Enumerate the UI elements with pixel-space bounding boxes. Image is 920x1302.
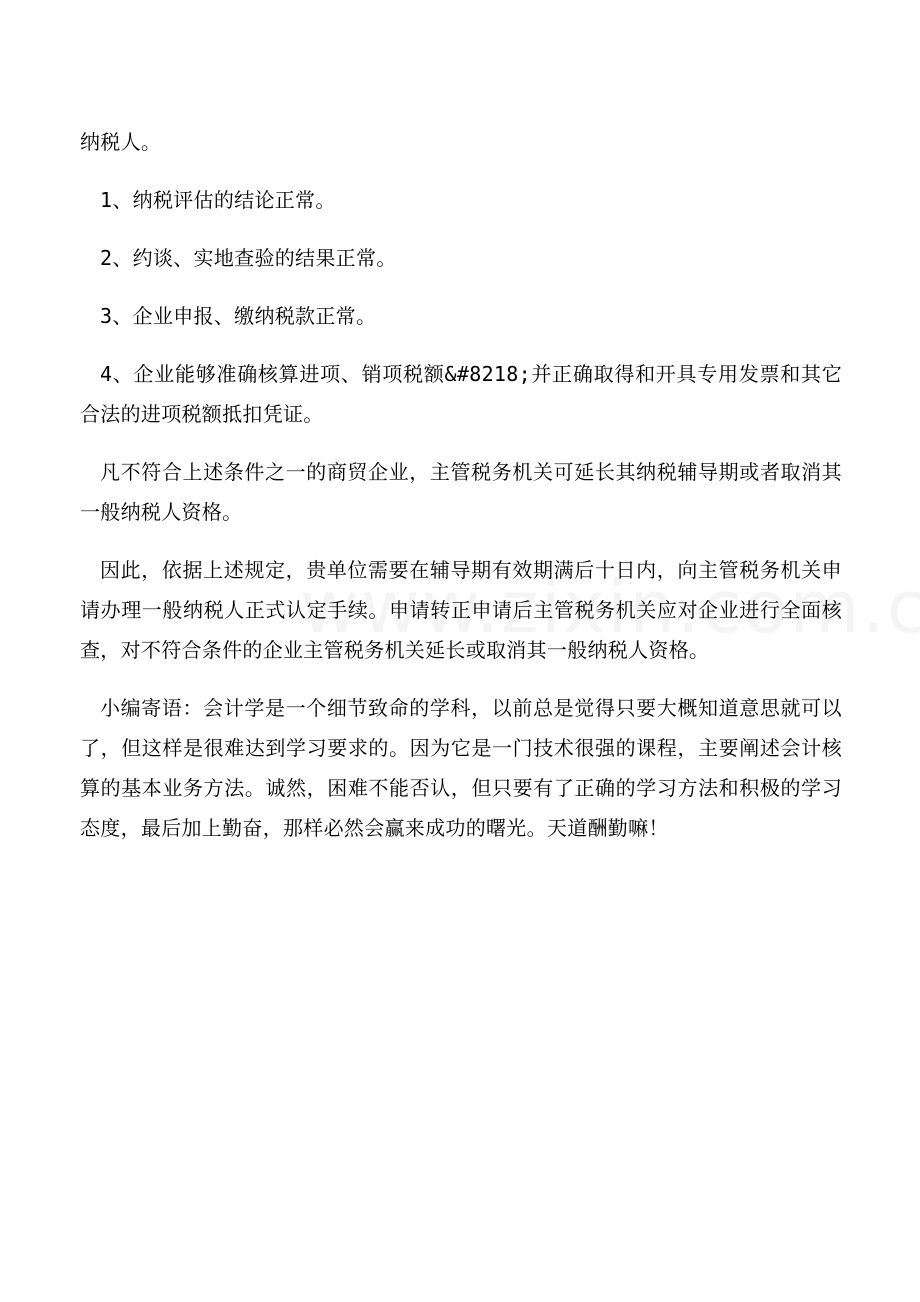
- list-item-4: 4、企业能够准确核算进项、销项税额&#8218;并正确取得和开具专用发票和其它合法的进项税额抵扣凭证。: [80, 362, 842, 426]
- list-item-1: 1、纳税评估的结论正常。: [100, 188, 336, 212]
- paragraph-conclusion: 因此，依据上述规定，贵单位需要在辅导期有效期满后十日内，向主管税务机关申请办理一般纳税人正式认定手续。申请转正申请后主管税务机关应对企业进行全面核查，对不符合条件的企业主管税务机关延长或取消其一般纳税人资格。: [80, 558, 842, 662]
- document-body: [80, 122, 842, 866]
- list-item-3: 3、企业申报、缴纳税款正常。: [100, 304, 377, 328]
- list-item-2: 2、约谈、实地查验的结果正常。: [100, 246, 397, 270]
- paragraph-conditions: 凡不符合上述条件之一的商贸企业，主管税务机关可延长其纳税辅导期或者取消其一般纳税人资格。: [80, 460, 842, 524]
- paragraph-continuation: 纳税人。: [80, 130, 162, 154]
- paragraph-editor-note: 小编寄语：会计学是一个细节致命的学科，以前总是觉得只要大概知道意思就可以了，但这样是很难达到学习要求的。因为它是一门技术很强的课程，主要阐述会计核算的基本业务方法。诚然，困难不能否认，但只要有了正确的学习方法和积极的学习态度，最后加上勤奋，那样必然会赢来成功的曙光。天道酬勤嘛！: [80, 696, 842, 840]
